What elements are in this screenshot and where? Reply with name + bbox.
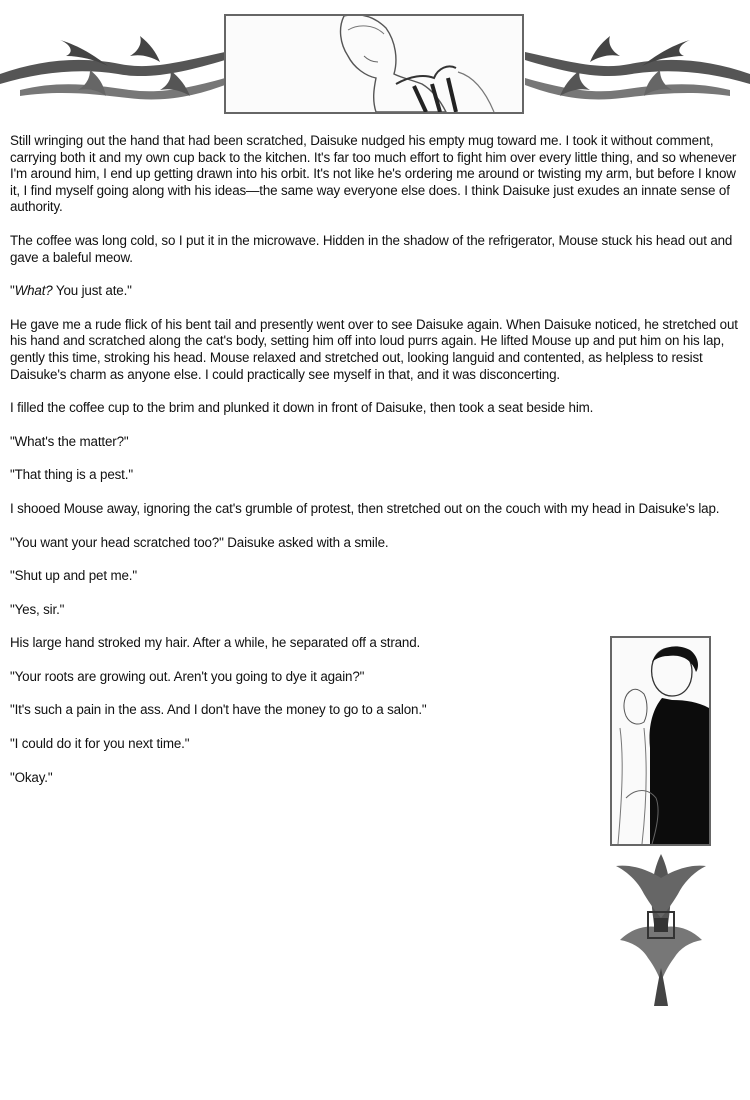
paragraph-dialogue: "Your roots are growing out. Aren't you going to dye it again?": [10, 668, 365, 684]
paragraph-dialogue: "It's such a pain in the ass. And I don't have the money to go to a salon.": [10, 702, 427, 718]
paragraph: His large hand stroked my hair. After a while, he separated off a strand.: [10, 635, 421, 651]
paragraph-dialogue: "That thing is a pest.": [10, 467, 133, 483]
tribal-ornament-left: [0, 30, 225, 102]
paragraph-dialogue: "Shut up and pet me.": [10, 568, 137, 584]
paragraph: I filled the coffee cup to the brim and plunked it down in front of Daisuke, then took a seat beside him.: [10, 400, 594, 416]
quote-open: ": [10, 283, 15, 299]
paragraph-dialogue: "What's the matter?": [10, 433, 129, 449]
tribal-ornament-right: [525, 30, 750, 102]
paragraph: The coffee was long cold, so I put it in the microwave. Hidden in the shadow of the refrigerator, Mouse stuck his head out and gave a baleful meow.: [10, 232, 733, 265]
paragraph: He gave me a rude flick of his bent tail and presently went over to see Daisuke again. When Daisuke noticed, he stretched out his hand and scratched along the cat's body, setting him off into loud purrs again. He lifted Mouse up and put him on his lap, gently this time, stroking his head. Mouse relaxed and stretched out, looking languid and contented, as helpless to resist Daisuke's charm as anyone else. I could practically see myself in that, and it was disconcerting.: [10, 316, 738, 382]
side-illustration: [610, 636, 711, 846]
paragraph-dialogue: "I could do it for you next time.": [10, 736, 190, 752]
paragraph-dialogue: [10, 283, 738, 300]
paragraph-dialogue: "You want your head scratched too?" Daisuke asked with a smile.: [10, 534, 389, 550]
dialogue-rest: You just ate.": [52, 283, 132, 299]
paragraph-dialogue: "Yes, sir.": [10, 601, 65, 617]
tribal-ornament-vertical: [610, 848, 712, 1008]
header-decoration: [0, 0, 750, 120]
paragraph-dialogue: "Okay.": [10, 769, 53, 785]
paragraph: Still wringing out the hand that had been scratched, Daisuke nudged his empty mug toward me. I took it without comment, carrying both it and my own cup back to the kitchen. It's far too much effort to fight him over every little thing, and so whenever I'm around him, I end up getting drawn into his orbit. It's not like he's ordering me around or twisting my arm, but before I know it, I find myself going along with his ideas—the same way everyone else does. I think Daisuke just exudes an innate sense of authority.: [10, 133, 737, 215]
italic-word: What?: [14, 283, 53, 299]
paragraph: I shooed Mouse away, ignoring the cat's grumble of protest, then stretched out on the couch with my head in Daisuke's lap.: [10, 500, 720, 516]
header-illustration: [224, 14, 524, 114]
